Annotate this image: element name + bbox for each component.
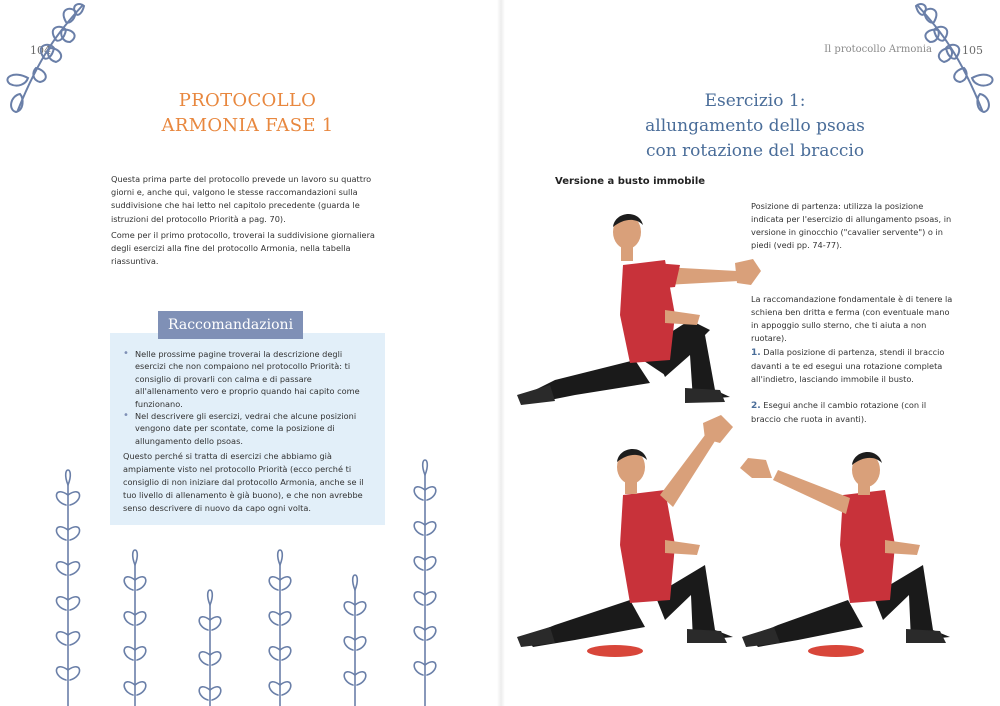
recommendations-title: Raccomandazioni [158, 311, 303, 339]
exercise-title [600, 89, 910, 164]
exercise-title-line1: Esercizio 1: [704, 91, 806, 111]
leaf-branch-icon [910, 0, 1000, 120]
recommendation-text: La raccomandazione fondamentale è di tenere la schiena ben dritta e ferma (con eventuale mano in appoggio sullo sterno, che ti aiuta a non ruotare). [751, 294, 953, 343]
leaf-branch-icon [40, 455, 500, 706]
step-1 [751, 346, 957, 386]
leaf-branch-icon [0, 0, 90, 120]
start-position-text: Posizione di partenza: utilizza la posizione indicata per l'esercizio di allungamento psoas, in versione in ginocchio ("cavalier servente") o in piedi (vedi pp. 74-77). [751, 201, 952, 250]
step-2 [751, 399, 957, 426]
page-number-right: 105 [962, 44, 983, 57]
exercise-title-line3: con rotazione del braccio [645, 141, 865, 161]
step-text: Dalla posizione di partenza, stendi il braccio davanti a te ed esegui una rotazione completa all'indietro, lasciando immobile il busto. [751, 347, 945, 384]
step-number: 1. [751, 348, 761, 358]
exercise-photo-step-1 [515, 415, 745, 665]
recommendations-closing: Questo perché si tratta di esercizi che abbiamo già ampiamente visto nel protocollo Priorità (ecco perché ti consiglio di non iniziare dal protocollo Armonia, anche se il tuo livello di allenamento è già buono), e che non avrebbe senso descrivere di nuovo da capo ogni volta. [123, 451, 364, 513]
exercise-photo-step-2 [738, 440, 958, 665]
list-item: • Nel descrivere gli esercizi, vedrai che alcune posizioni vengono date per scontate, come la posizione di allungamento dello psoas. [123, 410, 375, 447]
running-head: Il protocollo Armonia [824, 44, 932, 55]
chapter-title [120, 88, 375, 138]
exercise-photo-start [515, 205, 775, 410]
chapter-title-line1: PROTOCOLLO [178, 90, 317, 111]
chapter-title-line2: ARMONIA FASE 1 [161, 115, 334, 136]
recommendations-list [123, 348, 375, 447]
version-subheading: Versione a busto immobile [555, 176, 706, 187]
list-item: • Nelle prossime pagine troverai la descrizione degli esercizi che non compaiono nel protocollo Priorità: ti consiglio di provarli con calma e di passare all'allenamento vero e proprio quando hai capito come funzionano. [123, 348, 375, 410]
intro-paragraph-2: Come per il primo protocollo, troverai la suddivisione giornaliera degli esercizi alla fine del protocollo Armonia, nella tabella riassuntiva. [111, 230, 375, 267]
page-number-left: 104 [30, 44, 51, 57]
step-text: Esegui anche il cambio rotazione (con il braccio che ruota in avanti). [751, 400, 927, 424]
step-number: 2. [751, 401, 761, 411]
intro-paragraph-1: Questa prima parte del protocollo prevede un lavoro su quattro giorni e, anche qui, valgono le stesse raccomandazioni sulla suddivisione che hai letto nel capitolo precedente (guarda le istruzioni del protocollo Priorità a pag. 70). [111, 174, 372, 224]
exercise-title-line2: allungamento dello psoas [645, 116, 865, 136]
